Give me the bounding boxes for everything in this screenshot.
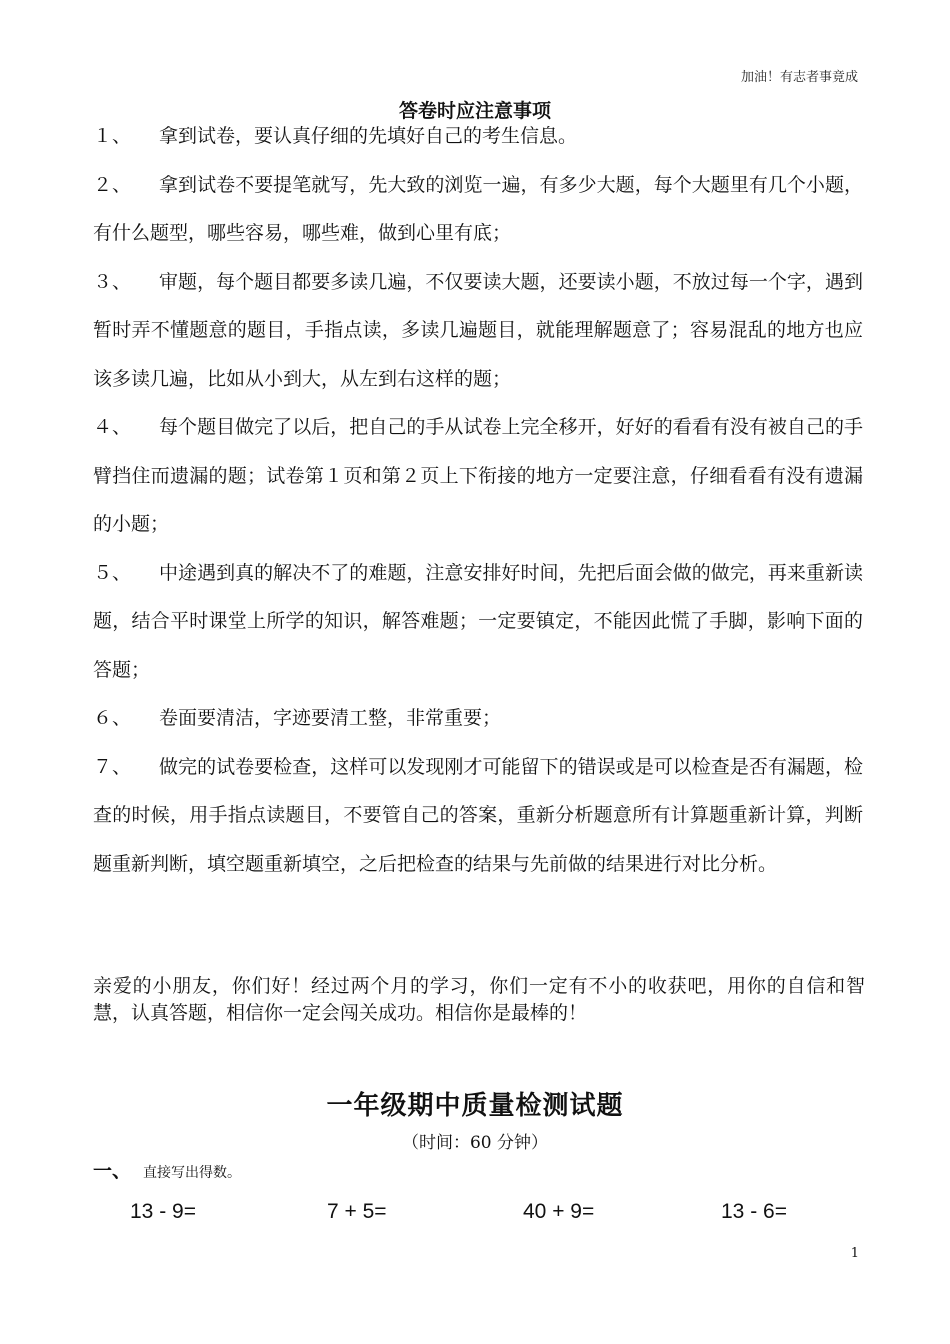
notice-item [93,403,863,549]
notice-item-text: 拿到试卷，要认真仔细的先填好自己的考生信息。 [159,125,578,147]
notice-item-number: ４、 [93,416,132,438]
notice-item-number: ３、 [93,270,132,293]
notice-item [93,112,863,161]
section-number: 一、 [93,1160,132,1182]
page-number: 1 [850,1246,859,1261]
notice-item-number: ２、 [93,173,132,196]
section-heading [93,1156,241,1183]
notice-item-text: 每个题目做完了以后，把自己的手从试卷上完全移开，好好的看看有没有被自己的手臂挡住而遗漏的题；试卷第１页和第２页上下衔接的地方一定要注意，仔细看看有没有遗漏的小题； [93,416,863,535]
notice-item-text: 中途遇到真的解决不了的难题，注意安排好时间，先把后面会做的做完，再来重新读题，结合平时课堂上所学的知识，解答难题；一定要镇定，不能因此慌了手脚，影响下面的答题； [93,561,863,681]
notice-item-text: 拿到试卷不要提笔就写，先大致的浏览一遍，有多少大题，每个大题里有几个小题，有什么题型，哪些容易，哪些难，做到心里有底； [93,173,863,244]
arithmetic-problem: 40 + 9= [523,1200,595,1223]
greeting-paragraph: 亲爱的小朋友，你们好！经过两个月的学习，你们一定有不小的收获吧，用你的自信和智慧，认真答题，相信你一定会闯关成功。相信你是最棒的！ [93,975,865,1024]
notice-item-text: 做完的试卷要检查，这样可以发现刚才可能留下的错误或是可以检查是否有漏题，检查的时候，用手指点读题目，不要管自己的答案，重新分析题意所有计算题重新计算，判断题重新判断，填空题重新填空，之后把检查的结果与先前做的结果进行对比分析。 [93,755,863,875]
arithmetic-problem: 13 - 9= [130,1200,196,1223]
notice-item-number: １、 [93,125,132,147]
problem-row [130,1200,910,1234]
notice-item-number: ６、 [93,707,132,729]
notice-title: 答卷时应注意事项 [398,100,551,122]
notice-item-number: ５、 [93,561,132,584]
notice-item-text: 卷面要清洁，字迹要清工整，非常重要； [159,707,502,729]
exam-title: 一年级期中质量检测试题 [326,1091,624,1121]
arithmetic-problem: 13 - 6= [721,1200,787,1223]
notice-item [93,161,863,258]
header-motto: 加油！有志者事竟成 [740,70,858,85]
notice-item-text: 审题，每个题目都要多读几遍，不仅要读大题，还要读小题，不放过每一个字，遇到暂时弄不懂题意的题目，手指点读，多读几遍题目，就能理解题意了；容易混乱的地方也应该多读几遍，比如从小到大，从左到右这样的题； [93,270,863,390]
notice-item [93,549,863,695]
notice-item [93,694,863,743]
notice-list [93,112,863,888]
exam-time: （时间：60 分钟） [401,1133,549,1153]
notice-item [93,258,863,404]
section-instruction: 直接写出得数。 [143,1165,242,1181]
arithmetic-problem: 7 + 5= [327,1200,387,1223]
notice-item-number: ７、 [93,755,132,778]
notice-item [93,743,863,889]
